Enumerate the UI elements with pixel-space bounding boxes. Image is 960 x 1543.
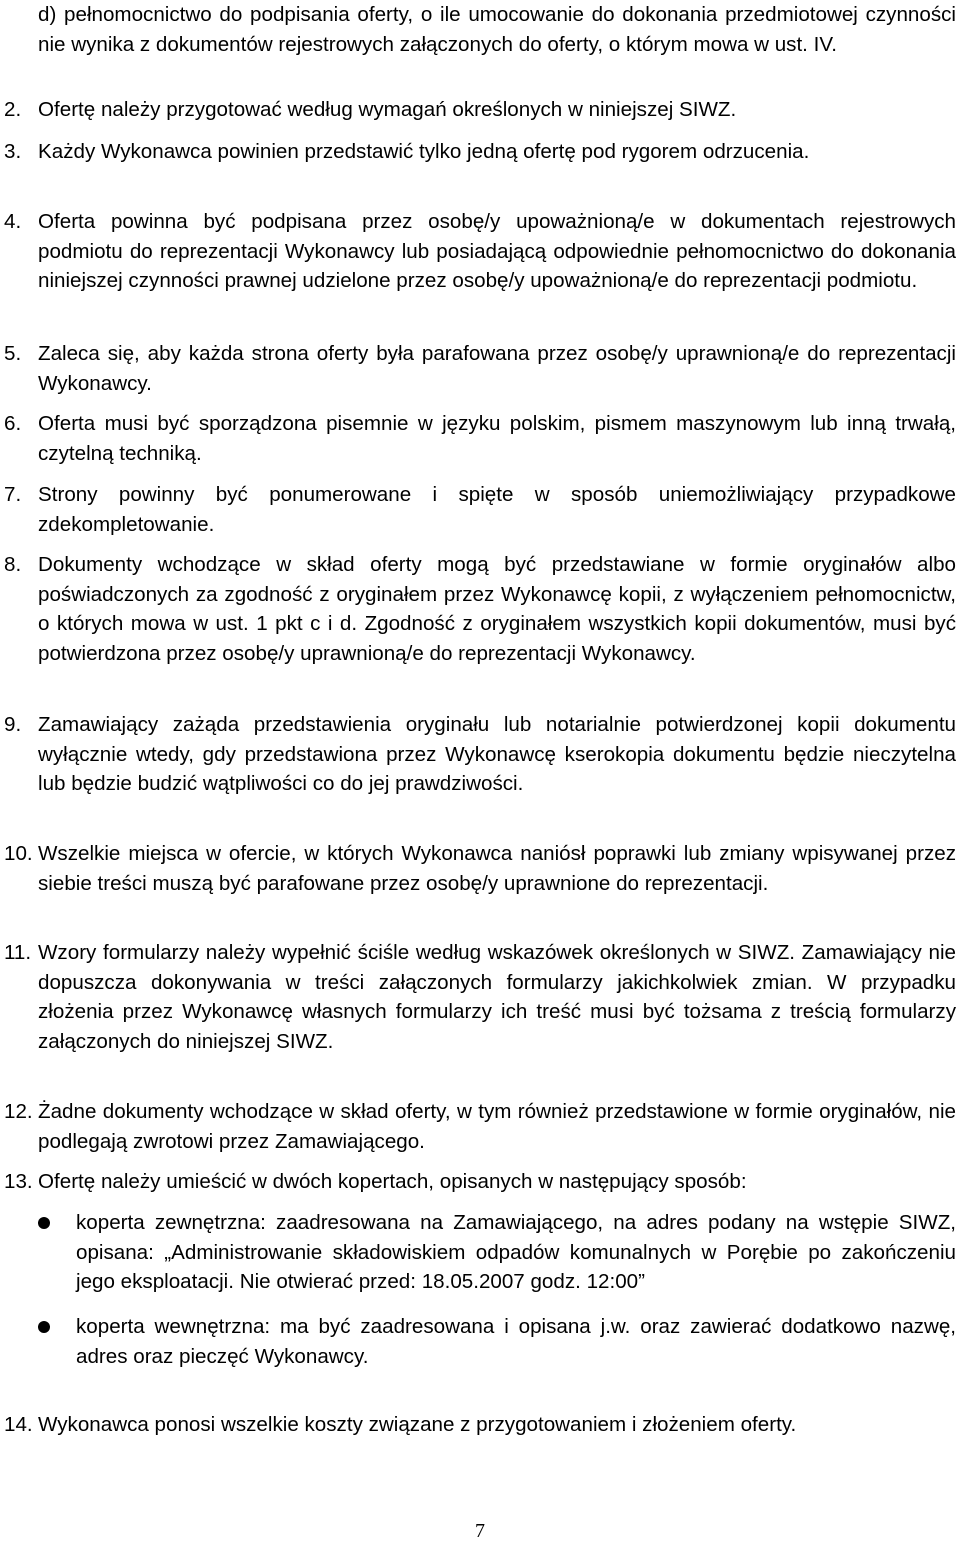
list-item-5 [0, 339, 956, 398]
list-item-13 [0, 1167, 956, 1197]
list-item-number: 4. [4, 210, 22, 233]
list-item-text: Strony powinny być ponumerowane i spięte w sposób uniemożliwiający przypadkowe zdekompletowanie. [38, 483, 956, 536]
list-item-text: Ofertę należy umieścić w dwóch kopertach, opisanych w następujący sposób: [38, 1170, 747, 1193]
list-item-number: 14. [4, 1413, 33, 1436]
list-item-number: 5. [4, 342, 22, 365]
list-item-number: 3. [4, 140, 22, 163]
list-item-text: Ofertę należy przygotować według wymagań określonych w niniejszej SIWZ. [38, 98, 737, 121]
list-item-9 [0, 710, 956, 799]
list-item-text: Wykonawca ponosi wszelkie koszty związane z przygotowaniem i złożeniem oferty. [38, 1413, 797, 1436]
list-item-text: Dokumenty wchodzące w skład oferty mogą być przedstawiane w formie oryginałów albo poświadczonych za zgodność z oryginałem przez Wykonawcę kopii, z wyłączeniem pełnomocnictw, o których mowa w ust. 1 pkt c i d. Zgodność z oryginałem wszystkich kopii dokumentów, musi być potwierdzona przez osobę/y uprawnioną/e do reprezentacji Wykonawcy. [38, 553, 956, 665]
bullet-dot-icon [38, 1321, 50, 1333]
list-item-3 [0, 137, 956, 167]
continuation-paragraph: d) pełnomocnictwo do podpisania oferty, o ile umocowanie do dokonania przedmiotowej czynności nie wynika z dokumentów rejestrowych załączonych do oferty, o którym mowa w ust. IV. [38, 3, 956, 56]
page-number: 7 [475, 1520, 485, 1542]
list-item-8 [0, 550, 956, 668]
bullet-item [0, 1208, 956, 1297]
bullet-text: koperta zewnętrzna: zaadresowana na Zamawiającego, na adres podany na wstępie SIWZ, opisana: „Administrowanie składowiskiem odpadów komunalnych w Porębie po zakończeniu jego eksploatacji. Nie otwierać przed: 18.05.2007 godz. 12:00” [76, 1211, 956, 1293]
list-item-number: 9. [4, 713, 22, 736]
list-item-7 [0, 480, 956, 539]
list-item-text: Zaleca się, aby każda strona oferty była parafowana przez osobę/y uprawnioną/e do reprezentacji Wykonawcy. [38, 342, 956, 395]
list-item-text: Oferta powinna być podpisana przez osobę/y upoważnioną/e w dokumentach rejestrowych podmiotu do reprezentacji Wykonawcy lub posiadającą odpowiednie pełnomocnictwo do dokonania niniejszej czynności prawnej udzielone przez osobę/y upoważnioną/e do reprezentacji podmiotu. [38, 210, 956, 292]
list-item-2 [0, 95, 956, 125]
bullet-item [0, 1312, 956, 1371]
bullet-text: koperta wewnętrzna: ma być zaadresowana i opisana j.w. oraz zawierać dodatkowo nazwę, adres oraz pieczęć Wykonawcy. [76, 1315, 956, 1368]
list-item-number: 2. [4, 98, 22, 121]
bullet-dot-icon [38, 1217, 50, 1229]
list-item-11 [0, 938, 956, 1056]
list-item-4 [0, 207, 956, 296]
list-item-text: Oferta musi być sporządzona pisemnie w języku polskim, pismem maszynowym lub inną trwałą, czytelną techniką. [38, 412, 956, 465]
list-item-14 [0, 1410, 956, 1440]
list-item-6 [0, 409, 956, 468]
list-item-text: Zamawiający zażąda przedstawienia oryginału lub notarialnie potwierdzonej kopii dokumentu wyłącznie wtedy, gdy przedstawiona przez Wykonawcę kserokopia dokumentu będzie nieczytelna lub będzie budzić wątpliwości co do jej prawdziwości. [38, 713, 956, 795]
list-item-number: 6. [4, 412, 22, 435]
list-item-number: 8. [4, 553, 22, 576]
list-item-text: Żadne dokumenty wchodzące w skład oferty, w tym również przedstawione w formie oryginałów, nie podlegają zwrotowi przez Zamawiającego. [38, 1100, 956, 1153]
list-item-10 [0, 839, 956, 898]
list-item-number: 11. [4, 941, 32, 964]
list-item-text: Każdy Wykonawca powinien przedstawić tylko jedną ofertę pod rygorem odrzucenia. [38, 140, 810, 163]
list-item-text: Wzory formularzy należy wypełnić ściśle według wskazówek określonych w SIWZ. Zamawiający nie dopuszcza dokonywania w treści załączonych formularzy jakichkolwiek zmian. W przypadku złożenia przez Wykonawcę własnych formularzy ich treść musi być tożsama z treścią formularzy załączonych do niniejszej SIWZ. [38, 941, 956, 1053]
list-item-number: 10. [4, 842, 33, 865]
list-item-number: 13. [4, 1170, 33, 1193]
list-item-number: 12. [4, 1100, 33, 1123]
list-item-12 [0, 1097, 956, 1156]
list-item-number: 7. [4, 483, 22, 506]
list-item-text: Wszelkie miejsca w ofercie, w których Wykonawca naniósł poprawki lub zmiany wpisywanej przez siebie treści muszą być parafowane przez osobę/y uprawnione do reprezentacji. [38, 842, 956, 895]
